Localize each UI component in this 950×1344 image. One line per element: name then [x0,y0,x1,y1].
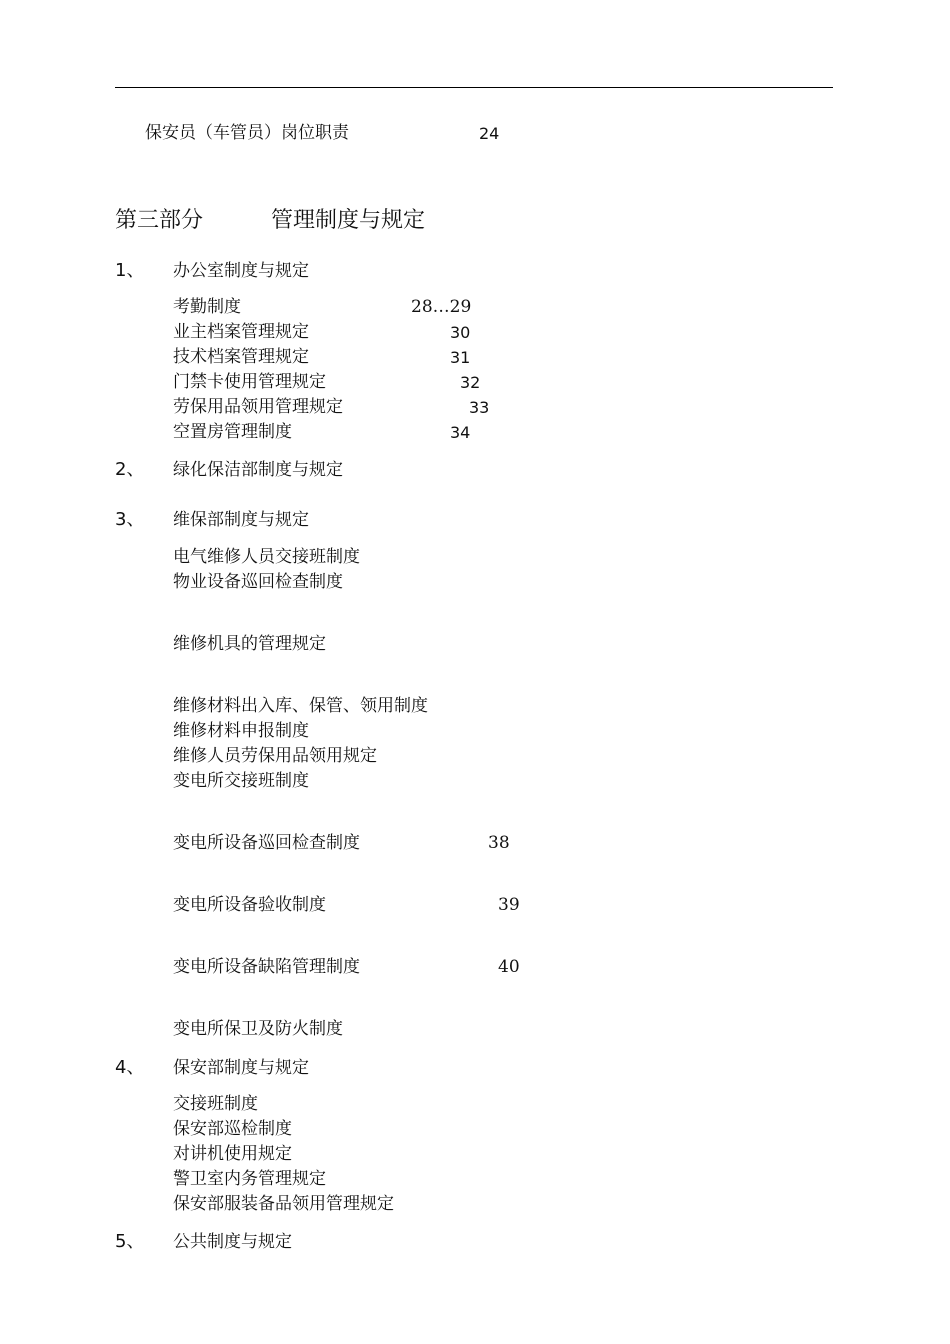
toc-entry-label: 空置房管理制度 [173,422,292,442]
section-number: 1、 [115,260,145,281]
section-number: 2、 [115,459,145,480]
toc-entry-label: 考勤制度 [173,297,241,317]
part-prefix: 第三部分 [115,208,204,233]
toc-entry-label: 保安部巡检制度 [173,1119,292,1139]
part-title: 管理制度与规定 [271,208,426,233]
toc-entry-label: 变电所设备巡回检查制度 [173,833,360,853]
header-rule [115,87,833,88]
section-title: 保安部制度与规定 [173,1058,309,1078]
toc-entry-label: 维修人员劳保用品领用规定 [173,746,377,766]
toc-entry-page: 28…29 [411,297,472,317]
toc-entry-label: 物业设备巡回检查制度 [173,572,343,592]
section-title: 办公室制度与规定 [173,261,309,281]
toc-entry-label: 技术档案管理规定 [173,347,309,367]
toc-entry-label: 保安员（车管员）岗位职责 [145,123,349,143]
toc-entry-label: 变电所保卫及防火制度 [173,1019,343,1039]
toc-entry-label: 电气维修人员交接班制度 [173,547,360,567]
section-number: 4、 [115,1057,145,1078]
toc-entry-page: 32 [460,373,481,392]
toc-entry-label: 变电所设备验收制度 [173,895,326,915]
toc-entry-label: 变电所交接班制度 [173,771,309,791]
section-number: 5、 [115,1231,145,1252]
toc-entry-label: 变电所设备缺陷管理制度 [173,957,360,977]
toc-entry-label: 维修机具的管理规定 [173,634,326,654]
toc-entry-page: 33 [469,398,490,417]
section-title: 公共制度与规定 [173,1232,292,1252]
toc-entry-label: 维修材料申报制度 [173,721,309,741]
toc-entry-page: 39 [498,895,520,915]
toc-entry-page: 24 [479,124,500,143]
toc-entry-label: 门禁卡使用管理规定 [173,372,326,392]
toc-entry-label: 交接班制度 [173,1094,258,1114]
toc-entry-label: 维修材料出入库、保管、领用制度 [173,696,428,716]
section-title: 绿化保洁部制度与规定 [173,460,343,480]
toc-entry-label: 警卫室内务管理规定 [173,1169,326,1189]
section-title: 维保部制度与规定 [173,510,309,530]
toc-entry-page: 34 [450,423,471,442]
toc-entry-page: 31 [450,348,471,367]
toc-entry-page: 40 [498,957,520,977]
toc-entry-page: 30 [450,323,471,342]
toc-entry-label: 保安部服装备品领用管理规定 [173,1194,394,1214]
toc-entry-label: 劳保用品领用管理规定 [173,397,343,417]
toc-entry-label: 业主档案管理规定 [173,322,309,342]
toc-entry-label: 对讲机使用规定 [173,1144,292,1164]
section-number: 3、 [115,509,145,530]
toc-entry-page: 38 [488,833,510,853]
